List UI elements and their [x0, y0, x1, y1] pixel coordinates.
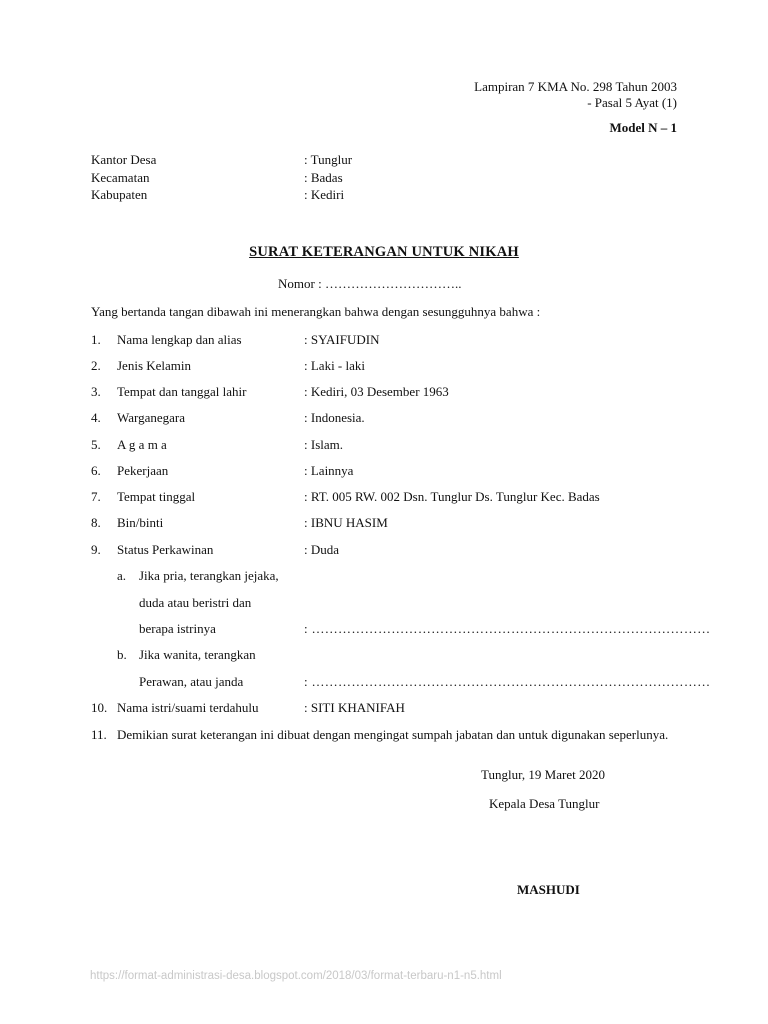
- item-value-occupation: : Lainnya: [304, 463, 354, 478]
- item-number: 11.: [91, 727, 107, 742]
- closing-statement: Demikian surat keterangan ini dibuat dengan mengingat sumpah jabatan dan untuk digunakan seperlunya.: [117, 727, 669, 742]
- sub-item-letter: a.: [117, 568, 127, 583]
- item-number: 10.: [91, 700, 108, 715]
- item-value-parent: : IBNU HASIM: [304, 515, 388, 530]
- sub-item-letter: b.: [117, 647, 127, 662]
- signature-place-date: Tunglur, 19 Maret 2020: [481, 767, 605, 782]
- item-label-marital-status: Status Perkawinan: [117, 542, 214, 557]
- sub-item-a-value: : ………………………………………………………………………………: [304, 621, 711, 636]
- item-label-residence: Tempat tinggal: [117, 489, 196, 504]
- attachment-reference: Lampiran 7 KMA No. 298 Tahun 2003: [474, 79, 677, 94]
- watermark-url: https://format-administrasi-desa.blogspot.com/2018/03/format-terbaru-n1-n5.html: [90, 970, 502, 982]
- item-value-gender: : Laki - laki: [304, 358, 366, 373]
- sub-item-b-value: : ………………………………………………………………………………: [304, 674, 711, 689]
- item-value-religion: : Islam.: [304, 437, 343, 452]
- item-label-religion: A g a m a: [117, 437, 167, 452]
- item-number: 9.: [91, 542, 101, 557]
- item-label-parent: Bin/binti: [117, 515, 164, 530]
- office-value-district: : Badas: [304, 170, 343, 185]
- item-label-gender: Jenis Kelamin: [117, 358, 192, 373]
- office-value-village: : Tunglur: [304, 152, 353, 167]
- item-number: 5.: [91, 437, 101, 452]
- office-label-village: Kantor Desa: [91, 152, 157, 167]
- office-label-regency: Kabupaten: [91, 187, 148, 202]
- item-value-residence: : RT. 005 RW. 002 Dsn. Tunglur Ds. Tunglur Kec. Badas: [304, 489, 600, 504]
- item-number: 8.: [91, 515, 101, 530]
- item-value-previous-spouse: : SITI KHANIFAH: [304, 700, 405, 715]
- item-label-citizenship: Warganegara: [117, 410, 186, 425]
- sub-item-b-line1: Jika wanita, terangkan: [139, 647, 256, 662]
- document-number: Nomor : …………………………..: [278, 276, 462, 291]
- sub-item-a-line1: Jika pria, terangkan jejaka,: [139, 568, 279, 583]
- item-number: 2.: [91, 358, 101, 373]
- sub-item-a-line3: berapa istrinya: [139, 621, 216, 636]
- item-label-previous-spouse: Nama istri/suami terdahulu: [117, 700, 259, 715]
- office-value-regency: : Kediri: [304, 187, 345, 202]
- item-label-full-name: Nama lengkap dan alias: [117, 332, 242, 347]
- sub-item-a-line2: duda atau beristri dan: [139, 595, 252, 610]
- item-value-marital-status: : Duda: [304, 542, 340, 557]
- model-label: Model N – 1: [609, 120, 677, 135]
- signatory-name: MASHUDI: [517, 882, 580, 897]
- article-reference: - Pasal 5 Ayat (1): [587, 95, 677, 110]
- intro-text: Yang bertanda tangan dibawah ini menerangkan bahwa dengan sesungguhnya bahwa :: [91, 304, 541, 319]
- sub-item-b-line2: Perawan, atau janda: [139, 674, 244, 689]
- signature-position: Kepala Desa Tunglur: [489, 796, 600, 811]
- office-label-district: Kecamatan: [91, 170, 150, 185]
- item-value-birth: : Kediri, 03 Desember 1963: [304, 384, 449, 399]
- item-value-citizenship: : Indonesia.: [304, 410, 365, 425]
- item-number: 6.: [91, 463, 101, 478]
- item-number: 1.: [91, 332, 101, 347]
- item-number: 4.: [91, 410, 101, 425]
- item-number: 7.: [91, 489, 101, 504]
- item-value-full-name: : SYAIFUDIN: [304, 332, 380, 347]
- item-label-birth: Tempat dan tanggal lahir: [117, 384, 247, 399]
- item-label-occupation: Pekerjaan: [117, 463, 169, 478]
- item-number: 3.: [91, 384, 101, 399]
- document-title: SURAT KETERANGAN UNTUK NIKAH: [249, 244, 519, 260]
